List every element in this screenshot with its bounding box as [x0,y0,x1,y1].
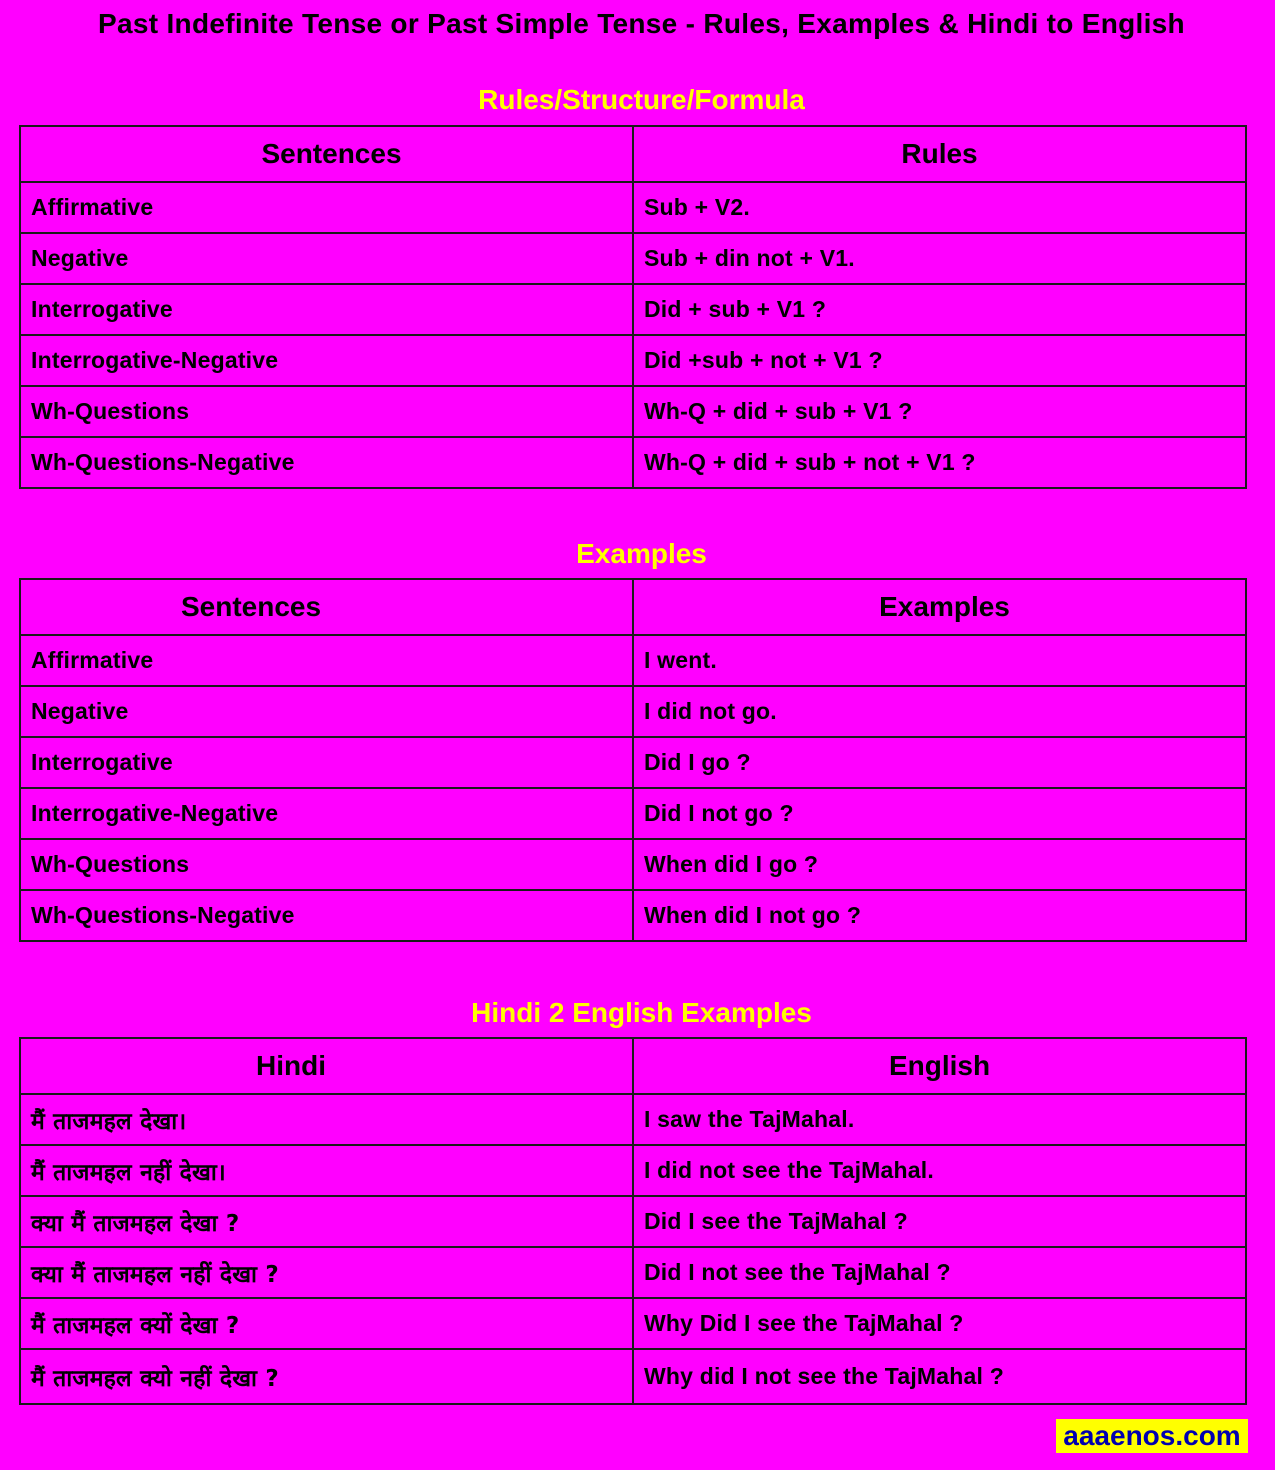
hindi-sentence-cell: मैं ताजमहल क्यो नहीं देखा ? [20,1349,633,1404]
column-header-sentences: Sentences [20,126,633,182]
table-row [20,1349,1246,1404]
table-header-row [20,1038,1246,1094]
table-row [20,686,1246,737]
sentence-type-cell: Wh-Questions-Negative [20,437,633,488]
column-header-rules: Rules [633,126,1246,182]
example-cell: When did I not go ? [633,890,1246,941]
table-row [20,737,1246,788]
hindi-sentence-cell: मैं ताजमहल क्यों देखा ? [20,1298,633,1349]
table-row [20,890,1246,941]
table-row [20,233,1246,284]
english-sentence-cell: Why Did I see the TajMahal ? [633,1298,1246,1349]
hindi-sentence-cell: क्या मैं ताजमहल देखा ? [20,1196,633,1247]
table-row [20,437,1246,488]
rule-cell: Sub + din not + V1. [633,233,1246,284]
table-row [20,335,1246,386]
rules-table [19,125,1247,489]
column-header-sentences: Sentences [20,579,633,635]
table-row [20,635,1246,686]
example-cell: Did I go ? [633,737,1246,788]
table-row [20,1196,1246,1247]
hindi-english-section-title: Hindi 2 English Examples [471,997,812,1028]
table-row [20,284,1246,335]
english-sentence-cell: Did I not see the TajMahal ? [633,1247,1246,1298]
rule-cell: Did +sub + not + V1 ? [633,335,1246,386]
hindi-sentence-cell: क्या मैं ताजमहल नहीं देखा ? [20,1247,633,1298]
table-row [20,1094,1246,1145]
page-title: Past Indefinite Tense or Past Simple Tense - Rules, Examples & Hindi to English [98,8,1185,39]
example-cell: I went. [633,635,1246,686]
table-header-row [20,126,1246,182]
examples-section-title: Examples [576,538,707,569]
example-cell: Did I not go ? [633,788,1246,839]
hindi-sentence-cell: मैं ताजमहल देखा। [20,1094,633,1145]
example-cell: I did not go. [633,686,1246,737]
site-watermark-badge: aaaenos.com [1056,1419,1248,1453]
sentence-type-cell: Affirmative [20,182,633,233]
table-row [20,839,1246,890]
rules-section-title: Rules/Structure/Formula [478,84,805,115]
rule-cell: Wh-Q + did + sub + not + V1 ? [633,437,1246,488]
sentence-type-cell: Affirmative [20,635,633,686]
sentence-type-cell: Interrogative [20,284,633,335]
sentence-type-cell: Wh-Questions [20,386,633,437]
hindi-english-table [19,1037,1247,1405]
table-row [20,182,1246,233]
table-row [20,1247,1246,1298]
sentence-type-cell: Wh-Questions-Negative [20,890,633,941]
hindi-sentence-cell: मैं ताजमहल नहीं देखा। [20,1145,633,1196]
rule-cell: Wh-Q + did + sub + V1 ? [633,386,1246,437]
table-header-row [20,579,1246,635]
sentence-type-cell: Interrogative [20,737,633,788]
rule-cell: Sub + V2. [633,182,1246,233]
table-row [20,386,1246,437]
examples-table [19,578,1247,942]
english-sentence-cell: I saw the TajMahal. [633,1094,1246,1145]
sentence-type-cell: Negative [20,686,633,737]
sentence-type-cell: Interrogative-Negative [20,788,633,839]
rule-cell: Did + sub + V1 ? [633,284,1246,335]
table-row [20,1298,1246,1349]
sentence-type-cell: Wh-Questions [20,839,633,890]
column-header-hindi: Hindi [20,1038,633,1094]
english-sentence-cell: I did not see the TajMahal. [633,1145,1246,1196]
table-row [20,788,1246,839]
column-header-examples: Examples [633,579,1246,635]
sentence-type-cell: Negative [20,233,633,284]
column-header-english: English [633,1038,1246,1094]
example-cell: When did I go ? [633,839,1246,890]
english-sentence-cell: Why did I not see the TajMahal ? [633,1349,1246,1404]
sentence-type-cell: Interrogative-Negative [20,335,633,386]
english-sentence-cell: Did I see the TajMahal ? [633,1196,1246,1247]
table-row [20,1145,1246,1196]
